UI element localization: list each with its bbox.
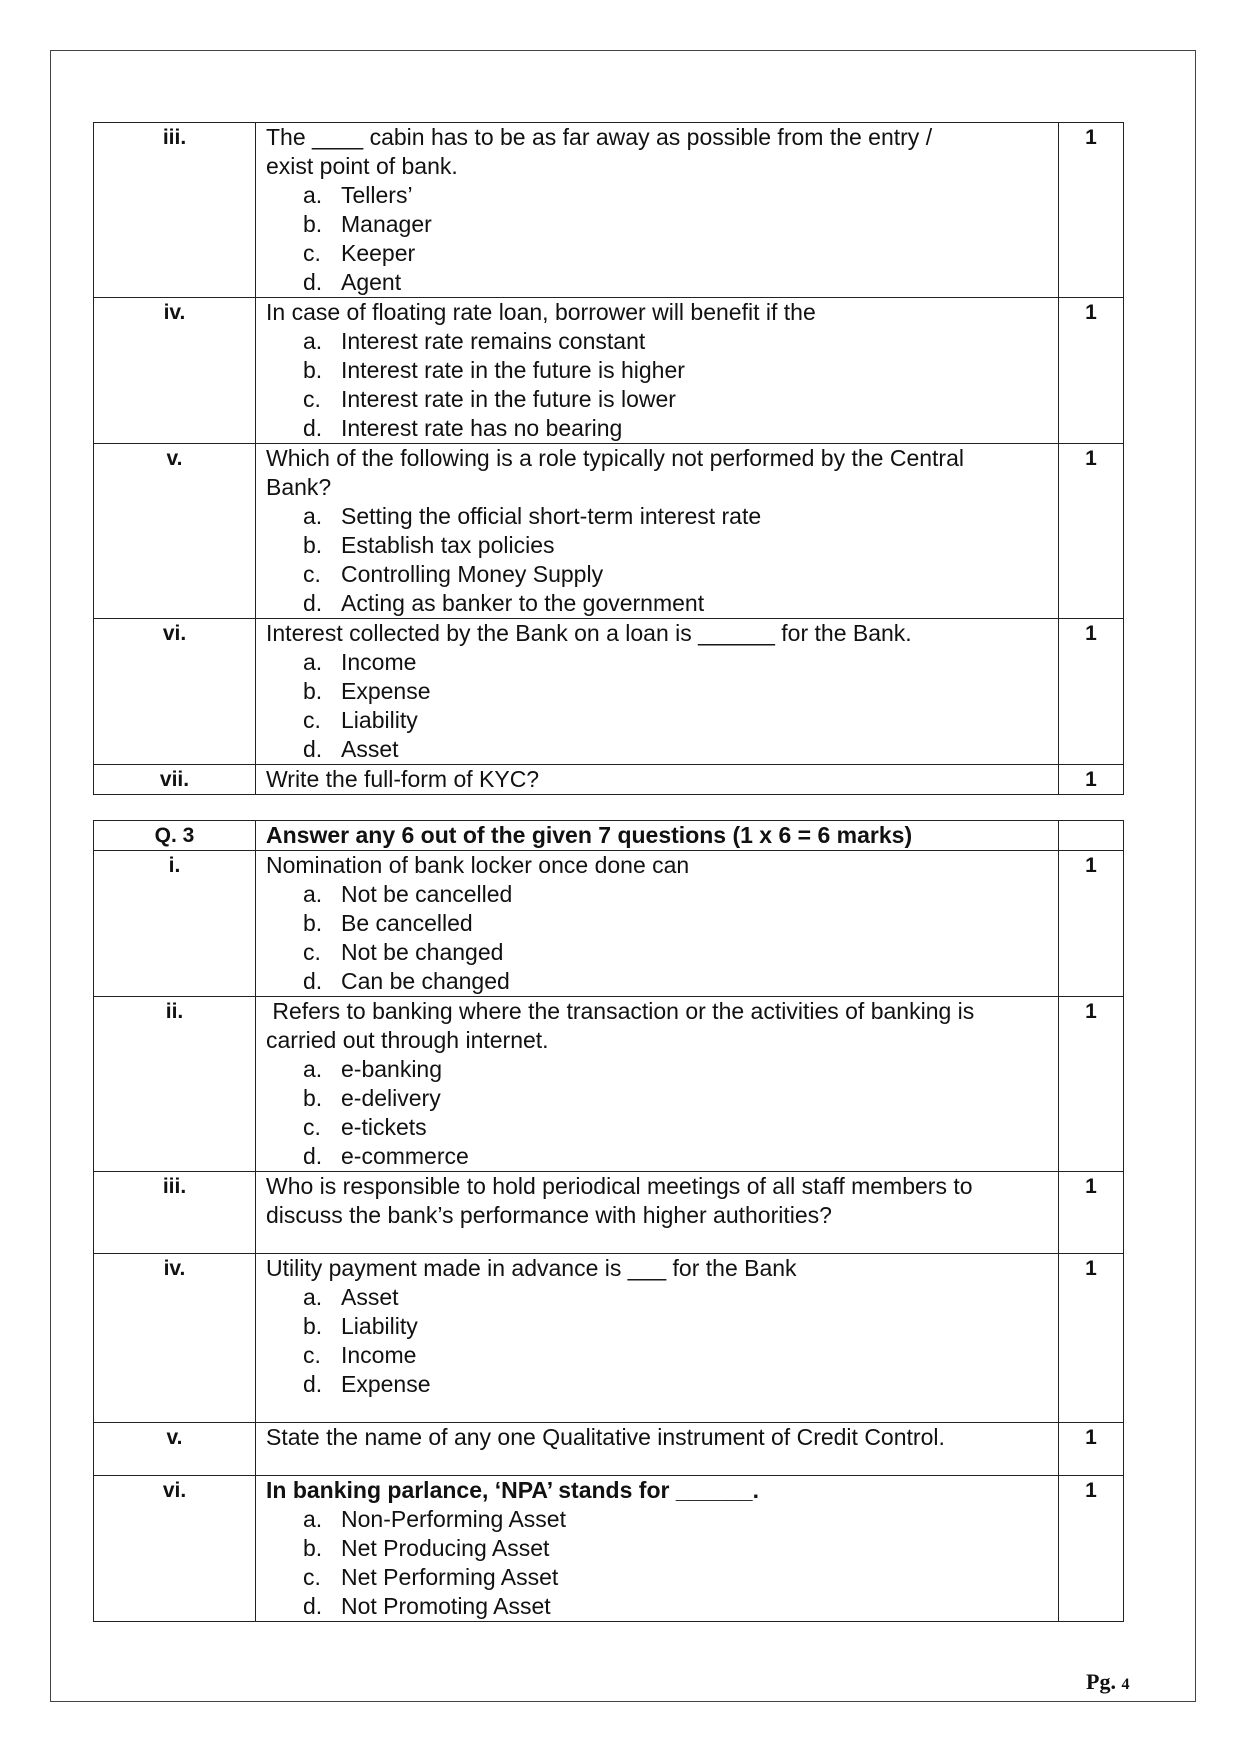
option-letter: d. <box>303 1593 323 1619</box>
question-number: iv. <box>94 1254 256 1423</box>
question-row <box>94 1172 1124 1254</box>
page-number-value: 4 <box>1121 1676 1130 1693</box>
question-cell <box>256 1476 1059 1622</box>
question-text: In case of floating rate loan, borrower will benefit if the <box>266 299 816 325</box>
question-number: vi. <box>94 1476 256 1622</box>
option-text: Asset <box>341 736 399 762</box>
question-text: Refers to banking where the transaction or the activities of banking is <box>266 998 975 1024</box>
option-letter: b. <box>303 1313 323 1339</box>
question-marks: 1 <box>1059 444 1124 619</box>
option-text: Interest rate remains constant <box>341 328 646 354</box>
question-number: ii. <box>94 997 256 1172</box>
option-letter: b. <box>303 357 323 383</box>
question-text: In banking parlance, ‘NPA’ stands for ______. <box>266 1477 759 1503</box>
option-text: Be cancelled <box>341 910 473 936</box>
question-marks: 1 <box>1059 298 1124 444</box>
section-instruction: Answer any 6 out of the given 7 questions (1 x 6 = 6 marks) <box>256 821 1059 851</box>
question-row <box>94 1476 1124 1622</box>
question-text: Utility payment made in advance is ___ for the Bank <box>266 1255 797 1281</box>
page-label: Pg. <box>1086 1669 1116 1694</box>
question-cell <box>256 765 1059 795</box>
option-text: Can be changed <box>341 968 510 994</box>
question-cell <box>256 123 1059 298</box>
option-text: Tellers’ <box>341 182 413 208</box>
option-text: Acting as banker to the government <box>341 590 705 616</box>
section-number: Q. 3 <box>94 821 256 851</box>
answer-option <box>266 1534 1048 1563</box>
option-text: Liability <box>341 1313 418 1339</box>
answer-option <box>266 880 1048 909</box>
answer-option <box>266 385 1048 414</box>
option-letter: a. <box>303 182 323 208</box>
question-number: iv. <box>94 298 256 444</box>
question-cell <box>256 1254 1059 1423</box>
answer-option <box>266 181 1048 210</box>
answer-option <box>266 648 1048 677</box>
answer-option <box>266 414 1048 443</box>
question-text: Interest collected by the Bank on a loan is ______ for the Bank. <box>266 620 912 646</box>
option-text: Not be cancelled <box>341 881 513 907</box>
option-text: Controlling Money Supply <box>341 561 604 587</box>
section-marks <box>1059 821 1124 851</box>
answer-option <box>266 356 1048 385</box>
option-letter: d. <box>303 415 323 441</box>
question-number: iii. <box>94 1172 256 1254</box>
option-text: Not be changed <box>341 939 504 965</box>
option-text: Setting the official short-term interest rate <box>341 503 762 529</box>
option-letter: d. <box>303 736 323 762</box>
question-number: v. <box>94 444 256 619</box>
question-row <box>94 444 1124 619</box>
option-text: Establish tax policies <box>341 532 555 558</box>
answer-option <box>266 735 1048 764</box>
answer-option <box>266 938 1048 967</box>
option-text: Expense <box>341 678 431 704</box>
option-letter: d. <box>303 590 323 616</box>
answer-option <box>266 1113 1048 1142</box>
answer-option <box>266 909 1048 938</box>
option-text: Non-Performing Asset <box>341 1506 566 1532</box>
question-marks: 1 <box>1059 851 1124 997</box>
question-row <box>94 298 1124 444</box>
answer-option <box>266 1312 1048 1341</box>
answer-option <box>266 1341 1048 1370</box>
option-text: Net Producing Asset <box>341 1535 550 1561</box>
option-letter: b. <box>303 1085 323 1111</box>
option-letter: b. <box>303 532 323 558</box>
blank-space <box>266 1452 1048 1475</box>
option-letter: a. <box>303 1284 323 1310</box>
question-marks: 1 <box>1059 1172 1124 1254</box>
option-letter: a. <box>303 649 323 675</box>
question-text: exist point of bank. <box>266 153 458 179</box>
answer-option <box>266 210 1048 239</box>
answer-option <box>266 560 1048 589</box>
option-text: Interest rate in the future is higher <box>341 357 685 383</box>
question-marks: 1 <box>1059 997 1124 1172</box>
option-letter: c. <box>303 1342 321 1368</box>
option-letter: b. <box>303 1535 323 1561</box>
answer-option <box>266 268 1048 297</box>
option-letter: c. <box>303 240 321 266</box>
question-text: Who is responsible to hold periodical meetings of all staff members to <box>266 1173 973 1199</box>
option-letter: d. <box>303 1371 323 1397</box>
question-text: discuss the bank’s performance with higher authorities? <box>266 1202 832 1228</box>
question-number: v. <box>94 1423 256 1476</box>
option-text: e-banking <box>341 1056 443 1082</box>
option-letter: d. <box>303 968 323 994</box>
question-row <box>94 851 1124 997</box>
option-letter: b. <box>303 211 323 237</box>
answer-option <box>266 239 1048 268</box>
option-text: Asset <box>341 1284 399 1310</box>
option-letter: c. <box>303 939 321 965</box>
answer-option <box>266 1283 1048 1312</box>
question-text: State the name of any one Qualitative instrument of Credit Control. <box>266 1424 945 1450</box>
option-letter: a. <box>303 881 323 907</box>
question-number: iii. <box>94 123 256 298</box>
option-letter: c. <box>303 561 321 587</box>
option-text: Liability <box>341 707 418 733</box>
question-row <box>94 123 1124 298</box>
option-letter: b. <box>303 678 323 704</box>
answer-option <box>266 706 1048 735</box>
answer-option <box>266 1084 1048 1113</box>
option-letter: c. <box>303 1564 321 1590</box>
question-cell <box>256 1423 1059 1476</box>
answer-option <box>266 1592 1048 1621</box>
page-number <box>1086 1669 1129 1695</box>
question-row <box>94 1254 1124 1423</box>
question-number: vii. <box>94 765 256 795</box>
question-cell <box>256 851 1059 997</box>
table-header-row <box>94 821 1124 851</box>
question-marks: 1 <box>1059 1254 1124 1423</box>
option-letter: a. <box>303 1506 323 1532</box>
option-letter: b. <box>303 910 323 936</box>
question-number: vi. <box>94 619 256 765</box>
question-cell <box>256 997 1059 1172</box>
answer-option <box>266 502 1048 531</box>
question-text: Nomination of bank locker once done can <box>266 852 690 878</box>
blank-space <box>266 1230 1048 1253</box>
question-row <box>94 997 1124 1172</box>
question-text: Which of the following is a role typically not performed by the Central <box>266 445 964 471</box>
question-text: carried out through internet. <box>266 1027 549 1053</box>
question-cell <box>256 444 1059 619</box>
answer-option <box>266 1505 1048 1534</box>
answer-option <box>266 531 1048 560</box>
answer-option <box>266 967 1048 996</box>
question-table-q3 <box>93 820 1124 1622</box>
question-row <box>94 619 1124 765</box>
option-letter: d. <box>303 269 323 295</box>
question-text: The ____ cabin has to be as far away as possible from the entry / <box>266 124 933 150</box>
option-letter: c. <box>303 707 321 733</box>
option-text: Income <box>341 649 417 675</box>
question-marks: 1 <box>1059 1423 1124 1476</box>
option-text: e-delivery <box>341 1085 441 1111</box>
question-row <box>94 1423 1124 1476</box>
question-marks: 1 <box>1059 123 1124 298</box>
option-text: Net Performing Asset <box>341 1564 559 1590</box>
answer-option <box>266 1055 1048 1084</box>
option-text: Income <box>341 1342 417 1368</box>
answer-option <box>266 1563 1048 1592</box>
answer-option <box>266 1370 1048 1399</box>
option-text: Interest rate in the future is lower <box>341 386 676 412</box>
question-cell <box>256 619 1059 765</box>
question-table-q2 <box>93 122 1124 795</box>
question-marks: 1 <box>1059 619 1124 765</box>
answer-option <box>266 589 1048 618</box>
option-text: Keeper <box>341 240 416 266</box>
option-letter: a. <box>303 1056 323 1082</box>
option-letter: c. <box>303 1114 321 1140</box>
option-letter: a. <box>303 328 323 354</box>
blank-space <box>266 1399 1048 1422</box>
option-text: Expense <box>341 1371 431 1397</box>
option-text: Interest rate has no bearing <box>341 415 623 441</box>
question-text: Write the full-form of KYC? <box>266 766 540 792</box>
option-text: Agent <box>341 269 402 295</box>
option-text: Not Promoting Asset <box>341 1593 551 1619</box>
question-cell <box>256 298 1059 444</box>
question-marks: 1 <box>1059 1476 1124 1622</box>
question-cell <box>256 1172 1059 1254</box>
question-number: i. <box>94 851 256 997</box>
option-text: Manager <box>341 211 432 237</box>
option-text: e-tickets <box>341 1114 427 1140</box>
option-letter: c. <box>303 386 321 412</box>
question-row <box>94 765 1124 795</box>
answer-option <box>266 1142 1048 1171</box>
question-marks: 1 <box>1059 765 1124 795</box>
question-text: Bank? <box>266 474 332 500</box>
answer-option <box>266 327 1048 356</box>
option-letter: d. <box>303 1143 323 1169</box>
answer-option <box>266 677 1048 706</box>
option-letter: a. <box>303 503 323 529</box>
option-text: e-commerce <box>341 1143 469 1169</box>
